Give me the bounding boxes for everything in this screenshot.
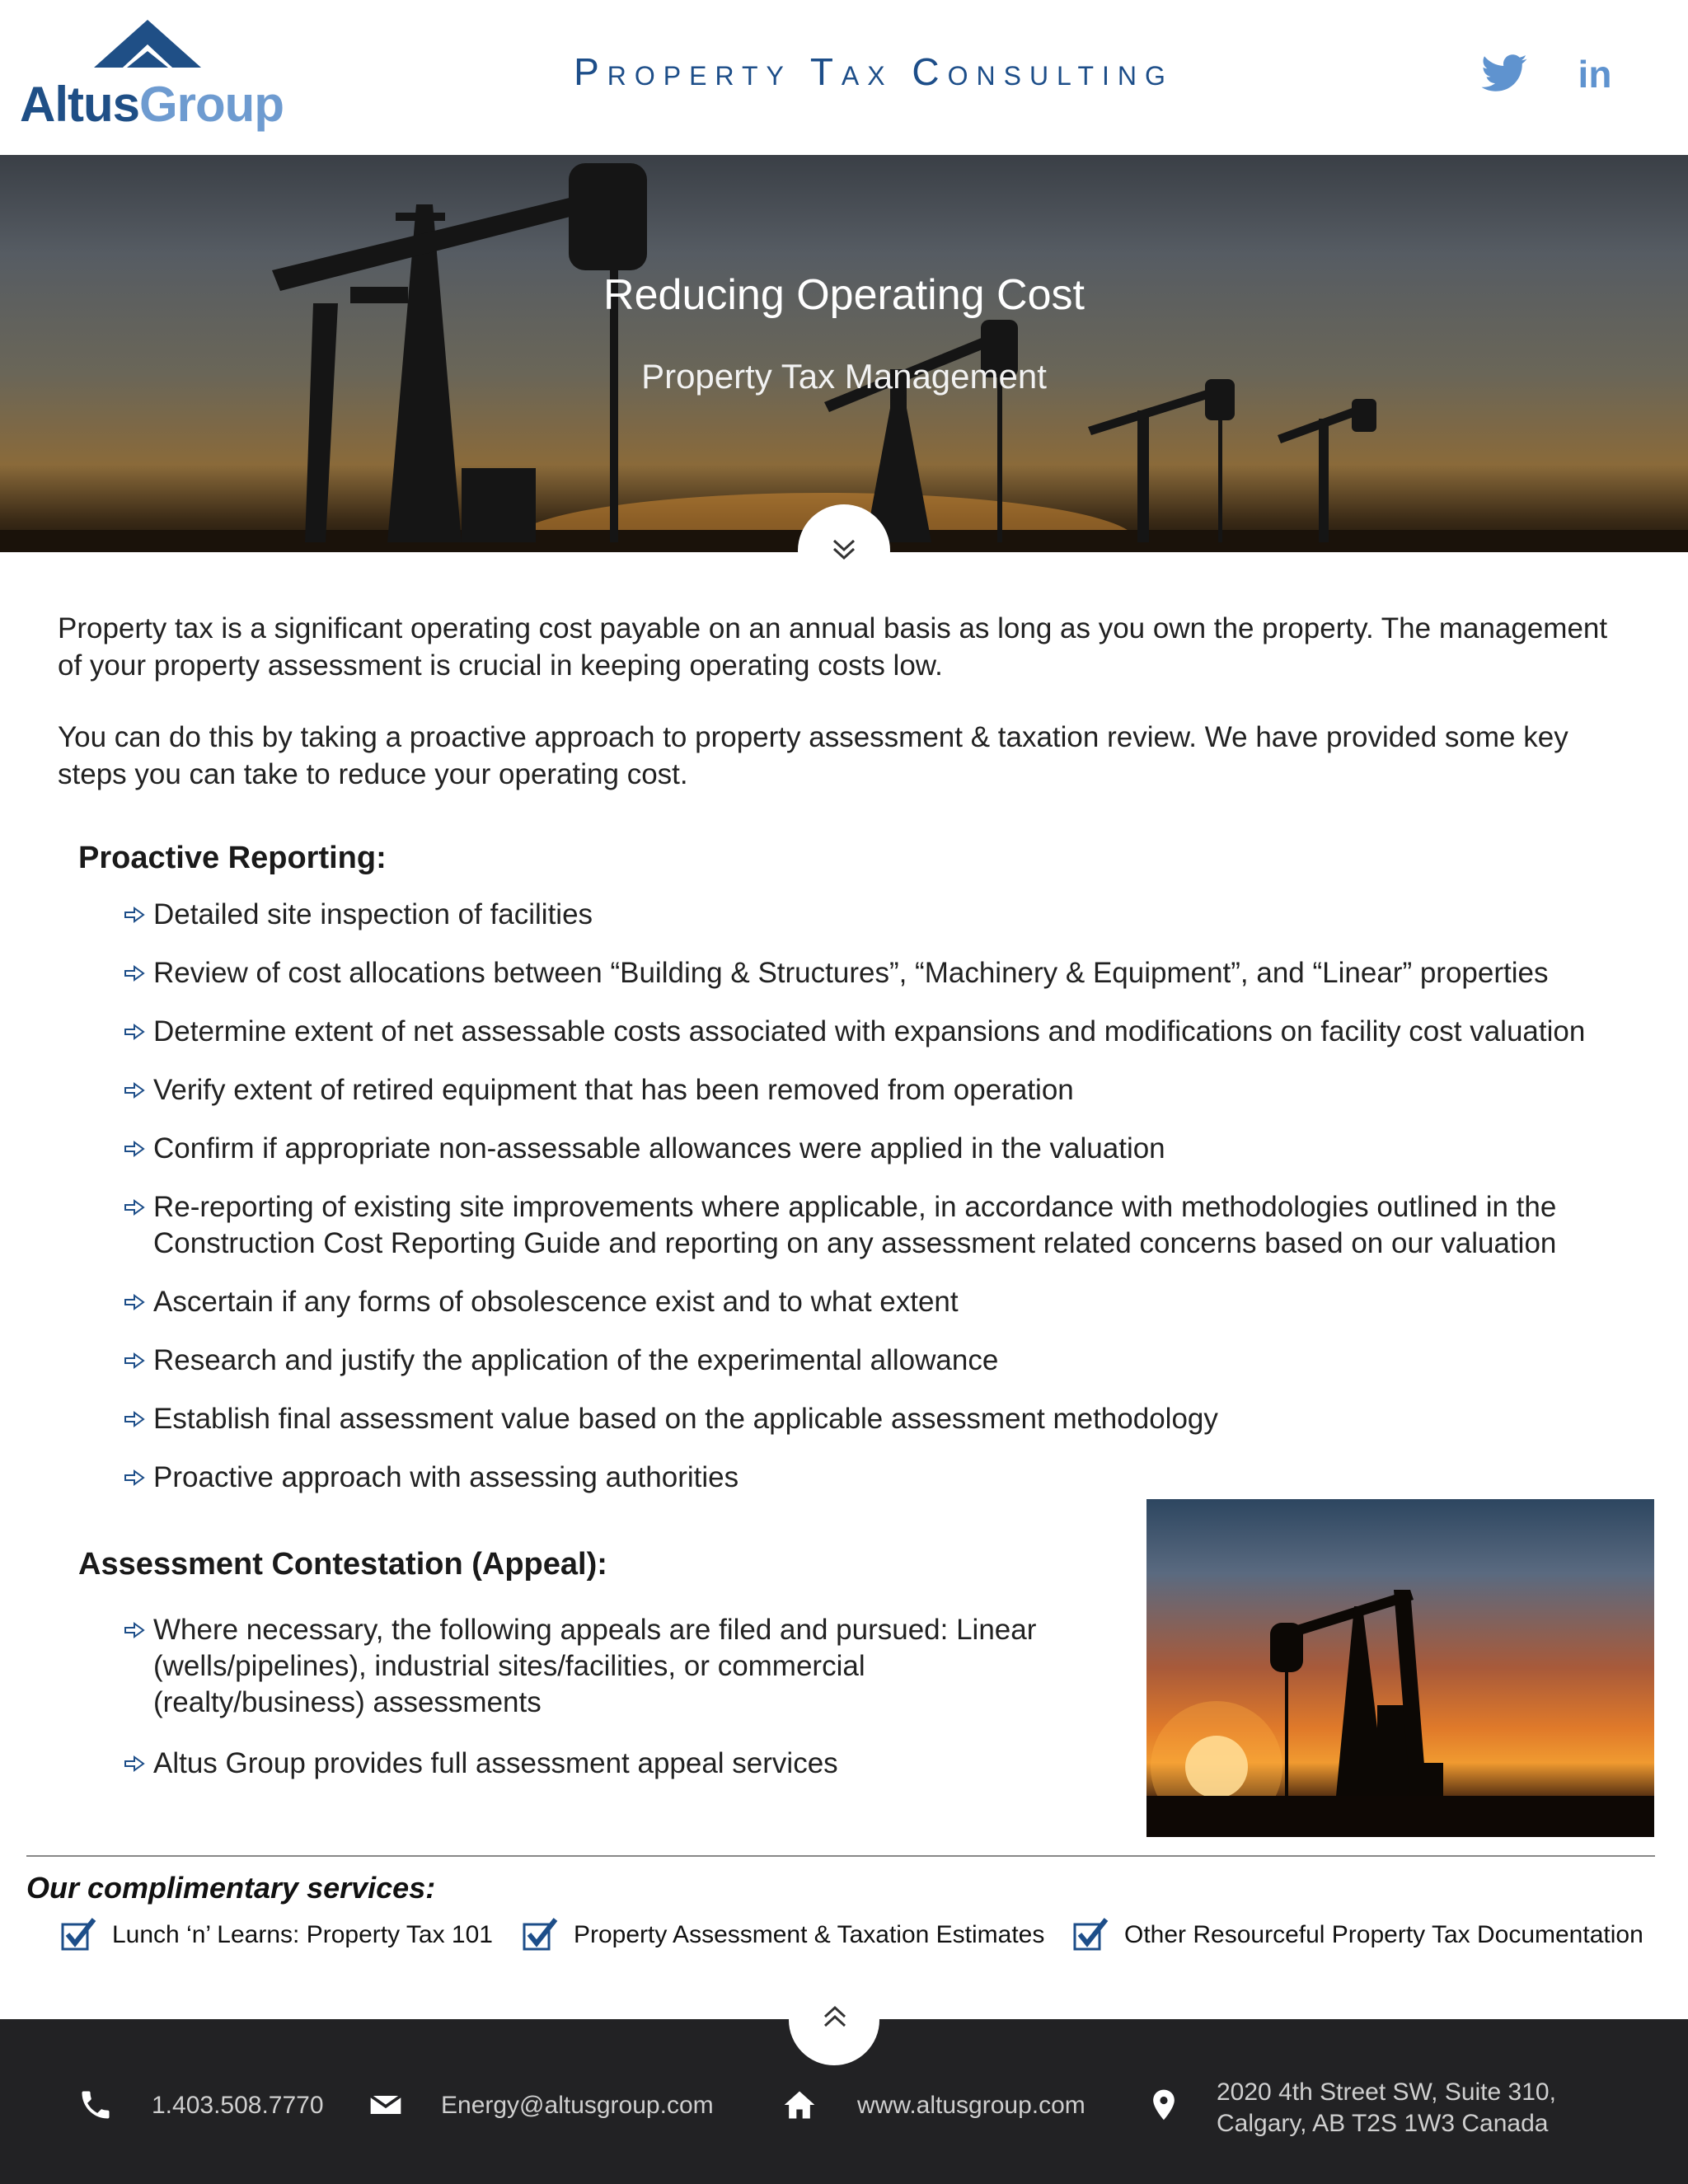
logo-wordmark	[20, 76, 284, 133]
arrow-right-icon	[124, 1469, 145, 1486]
home-icon	[781, 2085, 818, 2125]
arrow-right-icon	[124, 907, 145, 923]
section-divider	[26, 1855, 1655, 1857]
double-chevron-up-icon	[818, 2004, 851, 2031]
intro-paragraph-1: Property tax is a significant operating cost payable on an annual basis as long as you own the property. The management of your property assessment is crucial in keeping operating costs low.	[58, 612, 1608, 682]
double-chevron-down-icon	[828, 537, 860, 562]
list-item: Ascertain if any forms of obsolescence exist and to what extent	[124, 1284, 1640, 1320]
scroll-down-button[interactable]	[798, 504, 890, 597]
proactive-reporting-list	[124, 897, 1640, 1518]
arrow-right-icon	[124, 1622, 145, 1638]
phone-icon	[77, 2085, 114, 2125]
checkbox-checked-icon	[59, 1916, 97, 1952]
appeal-heading: Assessment Contestation (Appeal):	[78, 1547, 607, 1582]
address-line-1: 2020 4th Street SW, Suite 310,	[1217, 2079, 1556, 2106]
arrow-right-icon	[124, 1755, 145, 1772]
hero-banner	[0, 155, 1688, 552]
scroll-to-top-button[interactable]	[789, 1975, 879, 2065]
proactive-reporting-heading: Proactive Reporting:	[78, 841, 387, 875]
hero-title: Reducing Operating Cost	[603, 271, 1085, 319]
twitter-icon	[1479, 49, 1529, 99]
arrow-right-icon	[124, 1141, 145, 1157]
linkedin-link[interactable]	[1570, 49, 1620, 99]
arrow-right-icon	[124, 1352, 145, 1369]
checkbox-checked-icon	[521, 1916, 559, 1952]
list-item: Establish final assessment value based on the applicable assessment methodology	[124, 1401, 1640, 1437]
footer-phone[interactable]: 1.403.508.7770	[152, 2092, 324, 2119]
list-item: Verify extent of retired equipment that has been removed from operation	[124, 1072, 1640, 1108]
pumpjack-sunset-photo	[1146, 1499, 1654, 1837]
arrow-right-icon	[124, 1411, 145, 1427]
footer-website[interactable]: www.altusgroup.com	[857, 2092, 1085, 2119]
linkedin-icon: in	[1578, 53, 1612, 96]
arrow-right-icon	[124, 1199, 145, 1216]
logo-mountain-icon	[94, 20, 201, 68]
envelope-icon	[368, 2085, 404, 2125]
appeal-list	[124, 1612, 1080, 1807]
address-line-2: Calgary, AB T2S 1W3 Canada	[1217, 2110, 1549, 2137]
list-item: Research and justify the application of the experimental allowance	[124, 1343, 1640, 1379]
altus-group-logo[interactable]	[20, 20, 300, 135]
hero-subtitle: Property Tax Management	[641, 357, 1047, 396]
list-item: Determine extent of net assessable costs associated with expansions and modifications on facility cost valuation	[124, 1014, 1640, 1050]
list-item: Where necessary, the following appeals are filed and pursued: Linear (wells/pipelines), industrial sites/facilities, or commercial (realty/business) assessments	[124, 1612, 1080, 1721]
twitter-link[interactable]	[1479, 49, 1529, 99]
header	[0, 0, 1688, 155]
oil-pump-silhouette-scene	[0, 155, 1688, 552]
list-item: Review of cost allocations between “Building & Structures”, “Machinery & Equipment”, and “Linear” properties	[124, 955, 1640, 991]
list-item: Proactive approach with assessing authorities	[124, 1460, 1640, 1496]
list-item: Detailed site inspection of facilities	[124, 897, 1640, 933]
intro-paragraph-2: You can do this by taking a proactive approach to property assessment & taxation review. We have provided some key steps you can take to reduce your operating cost.	[58, 721, 1568, 790]
footer-email[interactable]: Energy@altusgroup.com	[441, 2092, 714, 2119]
list-item: Re-reporting of existing site improvements where applicable, in accordance with methodologies outlined in the Construction Cost Reporting Guide and reporting on any assessment related concerns based on our valuation	[124, 1189, 1640, 1262]
page-title: Property Tax Consulting	[574, 50, 1174, 93]
footer-address	[1217, 2077, 1556, 2139]
list-item: Confirm if appropriate non-assessable allowances were applied in the valuation	[124, 1131, 1640, 1167]
pumpjack-silhouette	[1146, 1499, 1654, 1837]
logo-word-group: Group	[139, 77, 284, 132]
complimentary-services-heading: Our complimentary services:	[26, 1871, 436, 1905]
arrow-right-icon	[124, 1082, 145, 1099]
logo-word-altus: Altus	[20, 77, 139, 132]
arrow-right-icon	[124, 1294, 145, 1310]
list-item: Altus Group provides full assessment appeal services	[124, 1746, 1080, 1782]
arrow-right-icon	[124, 965, 145, 982]
arrow-right-icon	[124, 1024, 145, 1040]
location-pin-icon	[1146, 2085, 1182, 2125]
checkbox-checked-icon	[1071, 1916, 1109, 1952]
